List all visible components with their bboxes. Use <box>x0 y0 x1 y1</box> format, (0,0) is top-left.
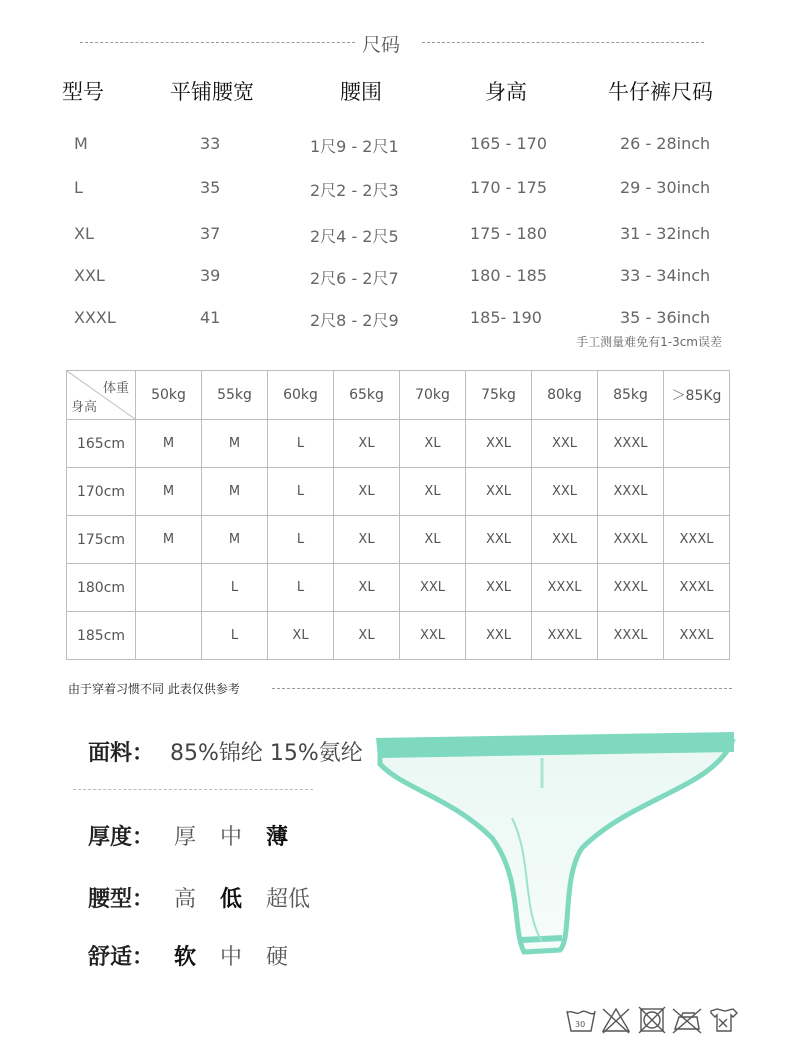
grid-size-cell: XXL <box>466 612 532 660</box>
material-row <box>88 736 363 767</box>
measure-note: 手工测量难免有1-3cm误差 <box>576 335 722 349</box>
waist-type-option: 超低 <box>266 887 311 912</box>
no-tumble-dry-icon <box>639 1007 665 1033</box>
row-height: 185- 190 <box>470 308 542 327</box>
header-jeans-size: 牛仔裤尺码 <box>608 80 713 104</box>
row-waist: 2尺2 - 2尺3 <box>310 181 399 200</box>
grid-size-cell: XXXL <box>598 612 664 660</box>
height-header: 175cm <box>67 516 136 564</box>
disclaimer: 由于穿着习惯不同 此表仅供参考 <box>68 682 240 696</box>
grid-size-cell <box>136 612 202 660</box>
grid-corner <box>67 371 136 420</box>
material-value: 85%锦纶 15%氨纶 <box>170 741 363 766</box>
weight-header: 85kg <box>598 371 664 420</box>
row-flat-waist: 33 <box>200 134 221 153</box>
material-divider <box>73 789 313 790</box>
row-flat-waist: 41 <box>200 308 221 327</box>
row-jeans-size: 29 - 30inch <box>620 178 711 197</box>
row-jeans-size: 35 - 36inch <box>620 308 711 327</box>
comfort-label: 舒适： <box>88 945 155 970</box>
row-size: XXXL <box>74 308 116 327</box>
weight-header: 75kg <box>466 371 532 420</box>
grid-size-cell: XXXL <box>598 564 664 612</box>
care-icons <box>565 1005 740 1035</box>
thickness-option: 厚 <box>174 825 197 850</box>
header-waist: 腰围 <box>340 80 382 104</box>
comfort-option-selected: 软 <box>174 945 197 970</box>
height-header: 165cm <box>67 420 136 468</box>
waist-type-option: 高 <box>174 887 197 912</box>
grid-size-cell: M <box>136 420 202 468</box>
grid-row <box>67 564 730 612</box>
grid-size-cell: XXL <box>532 468 598 516</box>
material-label: 面料： <box>88 741 155 766</box>
row-height: 175 - 180 <box>470 224 548 243</box>
grid-size-cell: XL <box>334 516 400 564</box>
grid-size-cell: XL <box>400 420 466 468</box>
thickness-option-selected: 薄 <box>266 825 289 850</box>
grid-size-cell: L <box>268 468 334 516</box>
height-header: 180cm <box>67 564 136 612</box>
row-jeans-size: 31 - 32inch <box>620 224 711 243</box>
grid-size-cell: XXL <box>466 420 532 468</box>
grid-size-cell: M <box>136 468 202 516</box>
weight-header: 65kg <box>334 371 400 420</box>
hang-dry-icon <box>711 1009 737 1031</box>
header-model: 型号 <box>62 80 104 104</box>
row-flat-waist: 35 <box>200 178 221 197</box>
row-waist: 1尺9 - 2尺1 <box>310 137 399 156</box>
grid-row <box>67 420 730 468</box>
grid-size-cell: XL <box>400 468 466 516</box>
grid-size-cell: L <box>268 516 334 564</box>
header-flat-waist: 平铺腰宽 <box>170 80 254 104</box>
product-thong-image <box>372 728 737 960</box>
waist-type-option-selected: 低 <box>220 887 243 912</box>
grid-size-cell: L <box>202 564 268 612</box>
comfort-option: 硬 <box>266 945 289 970</box>
row-jeans-size: 26 - 28inch <box>620 134 711 153</box>
grid-size-cell: XL <box>268 612 334 660</box>
grid-size-cell: XXXL <box>532 612 598 660</box>
comfort-option: 中 <box>220 945 243 970</box>
row-size: XXL <box>74 266 105 285</box>
weight-header: 50kg <box>136 371 202 420</box>
grid-size-cell: XXXL <box>532 564 598 612</box>
row-jeans-size: 33 - 34inch <box>620 266 711 285</box>
row-height: 170 - 175 <box>470 178 548 197</box>
disclaimer-divider <box>272 688 732 689</box>
size-section-header <box>0 28 790 58</box>
grid-size-cell: XL <box>400 516 466 564</box>
no-iron-icon <box>673 1009 701 1033</box>
grid-size-cell: XXL <box>400 612 466 660</box>
row-waist: 2尺8 - 2尺9 <box>310 311 399 330</box>
row-waist: 2尺4 - 2尺5 <box>310 227 399 246</box>
grid-size-cell: XL <box>334 564 400 612</box>
grid-size-cell: XXL <box>466 564 532 612</box>
grid-size-cell: XL <box>334 612 400 660</box>
grid-size-cell: XL <box>334 468 400 516</box>
corner-height-label: 身高 <box>71 400 98 415</box>
grid-size-cell: XXXL <box>664 564 730 612</box>
weight-header: 55kg <box>202 371 268 420</box>
weight-header: 80kg <box>532 371 598 420</box>
grid-size-cell <box>664 420 730 468</box>
wash-temp-label: 30 <box>575 1020 586 1029</box>
title-divider-right <box>422 42 704 43</box>
grid-size-cell: M <box>136 516 202 564</box>
weight-header: 70kg <box>400 371 466 420</box>
grid-row <box>67 612 730 660</box>
grid-size-cell <box>136 564 202 612</box>
no-bleach-icon <box>603 1009 629 1033</box>
grid-size-cell: XXXL <box>598 468 664 516</box>
grid-size-cell: XXL <box>400 564 466 612</box>
height-header: 170cm <box>67 468 136 516</box>
grid-header-row <box>67 371 730 420</box>
thickness-option: 中 <box>220 825 243 850</box>
row-height: 165 - 170 <box>470 134 548 153</box>
grid-row <box>67 468 730 516</box>
weight-header: 60kg <box>268 371 334 420</box>
grid-size-cell: XXL <box>466 516 532 564</box>
grid-size-cell: L <box>268 420 334 468</box>
grid-size-cell: XXXL <box>598 420 664 468</box>
header-height: 身高 <box>485 80 527 104</box>
waist-type-row <box>88 882 311 913</box>
row-flat-waist: 39 <box>200 266 221 285</box>
row-size: XL <box>74 224 94 243</box>
grid-size-cell: XXXL <box>664 612 730 660</box>
grid-size-cell: XL <box>334 420 400 468</box>
title-divider-left <box>80 42 355 43</box>
grid-size-cell: M <box>202 468 268 516</box>
waist-type-label: 腰型： <box>88 887 155 912</box>
grid-size-cell: M <box>202 420 268 468</box>
row-height: 180 - 185 <box>470 266 548 285</box>
height-header: 185cm <box>67 612 136 660</box>
section-title: 尺码 <box>362 34 401 56</box>
row-size: L <box>74 178 83 197</box>
grid-size-cell: XXXL <box>598 516 664 564</box>
weight-height-grid <box>66 370 730 660</box>
row-size: M <box>74 134 88 153</box>
corner-weight-label: 体重 <box>102 381 129 396</box>
thickness-row <box>88 820 289 851</box>
grid-row <box>67 516 730 564</box>
thickness-label: 厚度： <box>88 825 155 850</box>
weight-header: ＞85Kg <box>664 371 730 420</box>
row-waist: 2尺6 - 2尺7 <box>310 269 399 288</box>
grid-size-cell: XXL <box>532 516 598 564</box>
grid-size-cell <box>664 468 730 516</box>
grid-size-cell: XXL <box>466 468 532 516</box>
grid-size-cell: L <box>268 564 334 612</box>
grid-size-cell: XXXL <box>664 516 730 564</box>
row-flat-waist: 37 <box>200 224 221 243</box>
grid-size-cell: XXL <box>532 420 598 468</box>
grid-size-cell: M <box>202 516 268 564</box>
comfort-row <box>88 940 289 971</box>
grid-size-cell: L <box>202 612 268 660</box>
